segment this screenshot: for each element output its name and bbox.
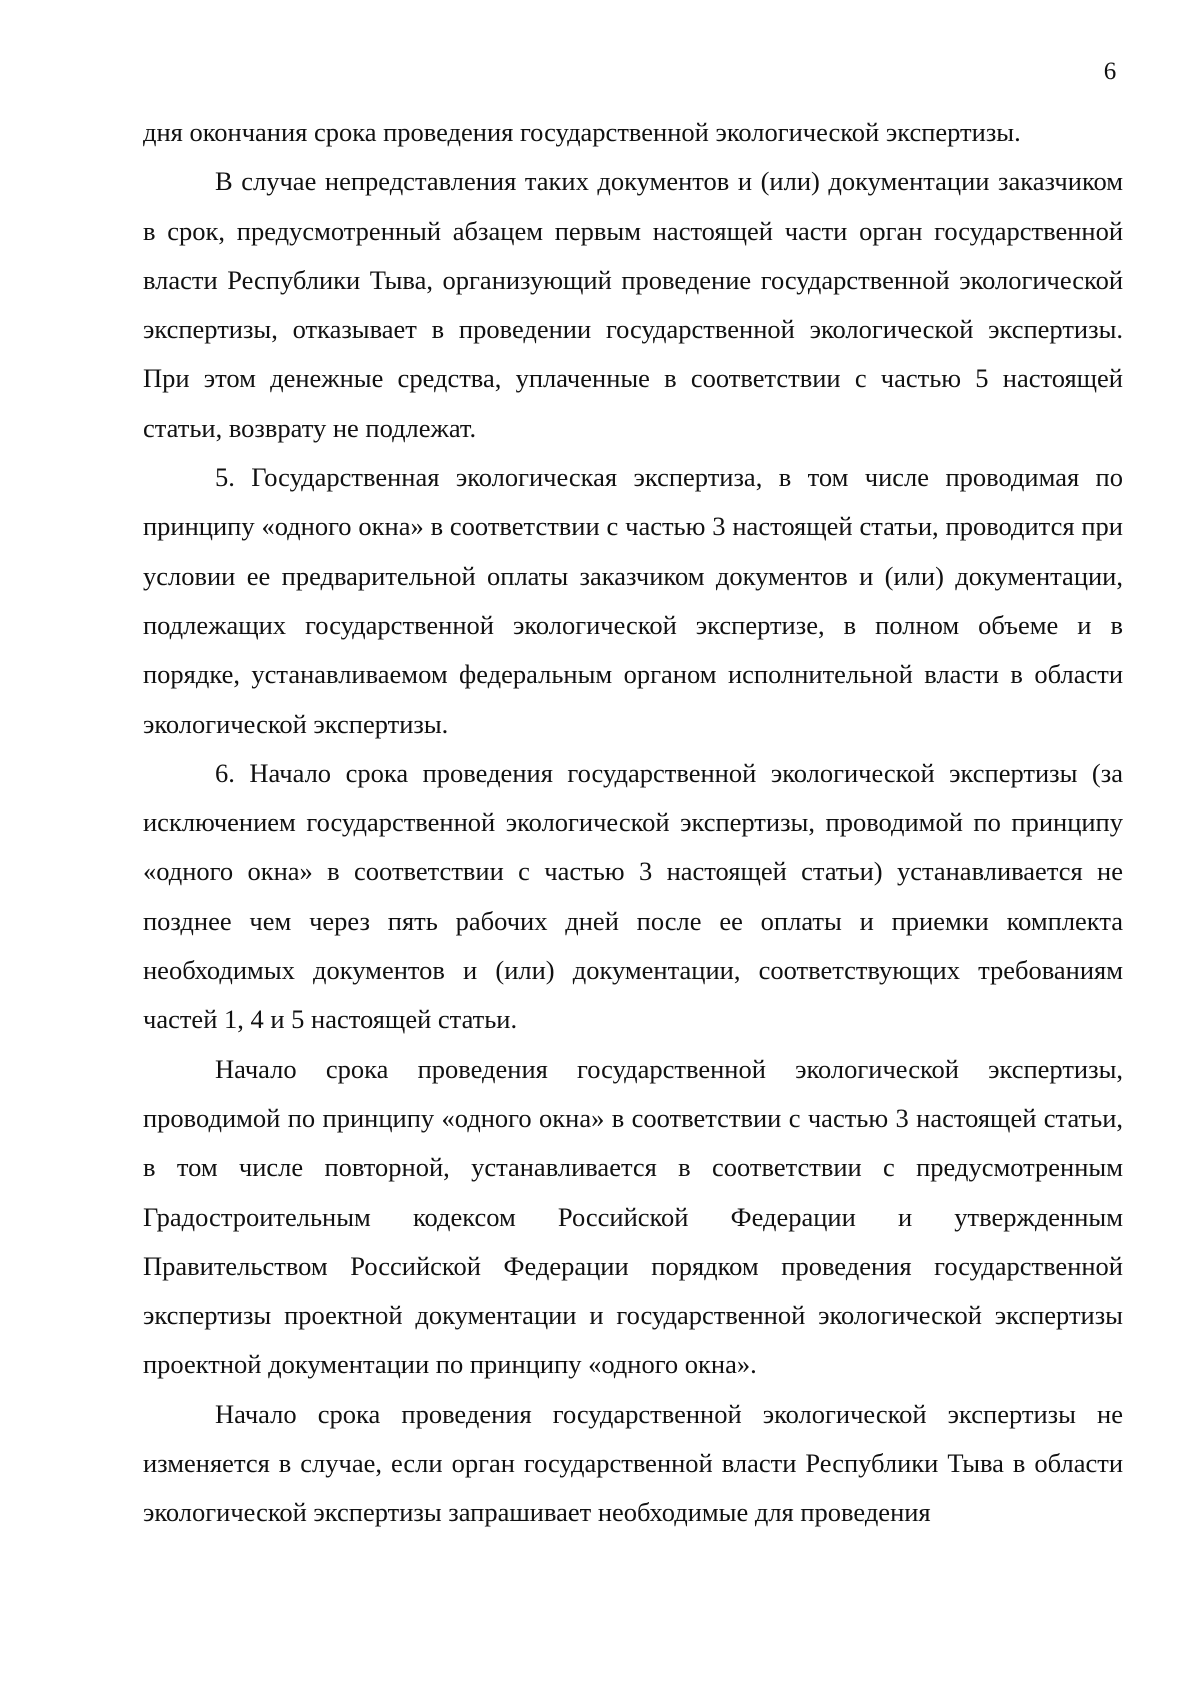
paragraph-one-window-start: Начало срока проведения государственной экологической экспертизы, проводимой по принципу «одного окна» в соответствии с частью 3 настоящей статьи, в том числе повторной, устанавливается в соответствии с предусмотренным Градостроительным кодексом Российской Федерации и утвержденным Правительством Российской Федерации порядком проведения государственной экспертизы проектной документации и государственной экологической экспертизы проектной документации по принципу «одного окна». — [143, 1053, 1123, 1380]
paragraph-continuation: дня окончания срока проведения государственной экологической экспертизы. — [143, 117, 1021, 147]
paragraph-nonsubmission: В случае непредставления таких документов и (или) документации заказчиком в срок, предусмотренный абзацем первым настоящей части орган государственной власти Республики Тыва, организующий проведение государственной экологической экспертизы, отказывает в проведении государственной экологической экспертизы. При этом денежные средства, уплаченные в соответствии с частью 5 настоящей статьи, возврату не подлежат. — [143, 166, 1123, 443]
document-body — [143, 108, 1123, 1538]
paragraph-item-5: 5. Государственная экологическая экспертиза, в том числе проводимая по принципу «одного окна» в соответствии с частью 3 настоящей статьи, проводится при условии ее предварительной оплаты заказчиком документов и (или) документации, подлежащих государственной экологической экспертизе, в полном объеме и в порядке, устанавливаемом федеральным органом исполнительной власти в области экологической экспертизы. — [143, 462, 1123, 739]
page-number: 6 — [1103, 58, 1117, 85]
paragraph-item-6: 6. Начало срока проведения государственной экологической экспертизы (за исключением государственной экологической экспертизы, проводимой по принципу «одного окна» в соответствии с частью 3 настоящей статьи) устанавливается не позднее чем через пять рабочих дней после ее оплаты и приемки комплекта необходимых документов и (или) документации, соответствующих требованиям частей 1, 4 и 5 настоящей статьи. — [143, 757, 1123, 1035]
paragraph-start-unchanged: Начало срока проведения государственной экологической экспертизы не изменяется в случае, если орган государственной власти Республики Тыва в области экологической экспертизы запрашивает необходимые для проведения — [143, 1398, 1123, 1528]
